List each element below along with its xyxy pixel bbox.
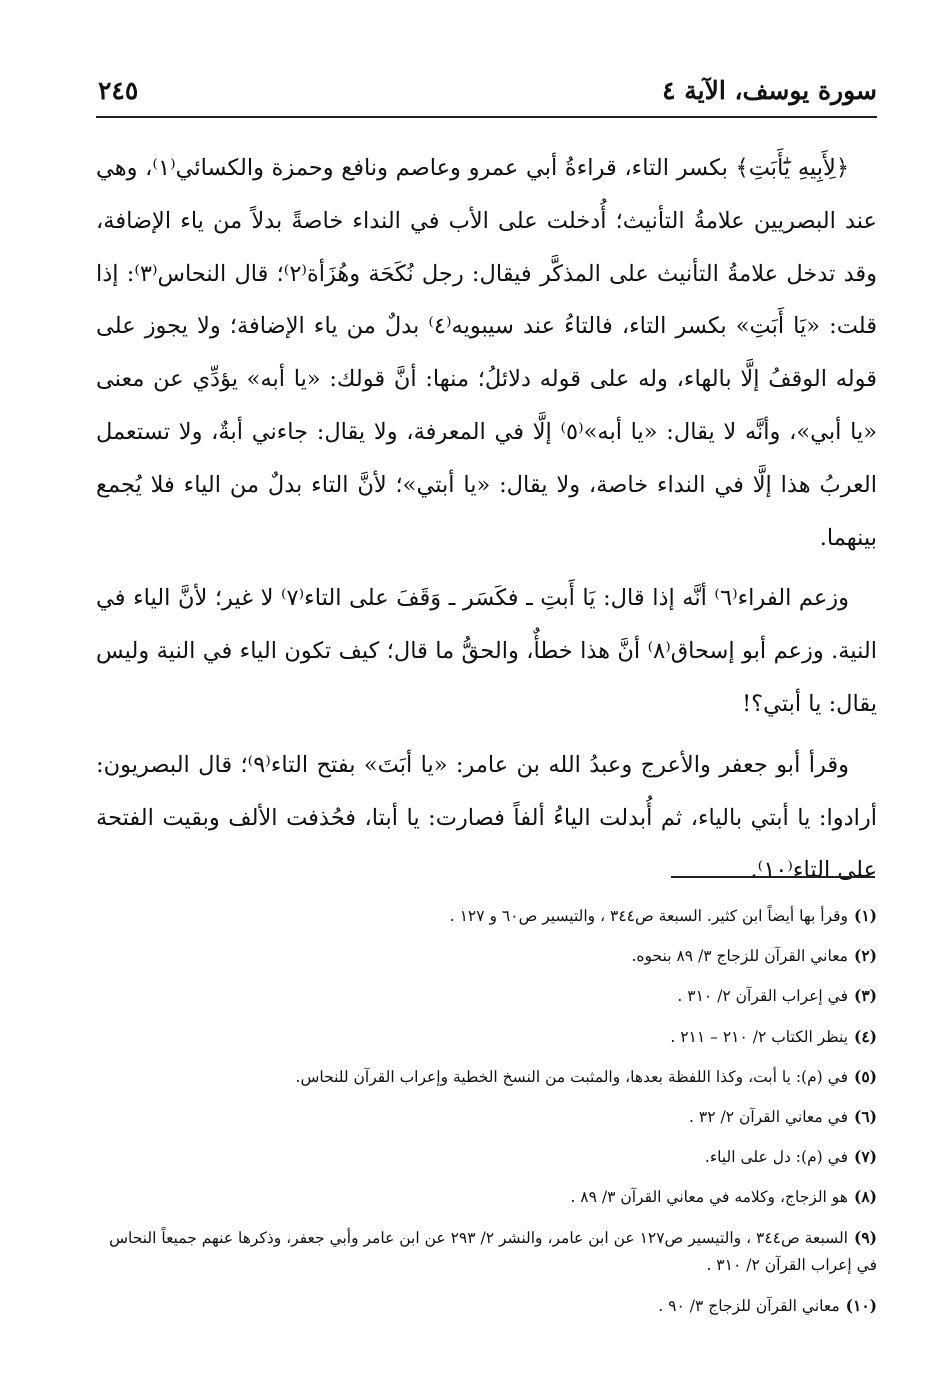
footnote (96, 1218, 877, 1286)
footnote-number: (٥) (853, 1066, 877, 1086)
footnote-number: (٨) (853, 1187, 877, 1207)
footnote-text: هو الزجاج، وكلامه في معاني القرآن ٣/ ٨٩ . (570, 1188, 848, 1207)
main-text (96, 142, 877, 897)
footnote (96, 1097, 877, 1137)
footnote-number: (٦) (853, 1107, 877, 1127)
footnote (96, 1137, 877, 1177)
footnote (96, 1017, 877, 1057)
footnote (96, 1286, 877, 1326)
running-header (96, 72, 877, 118)
footnote (96, 936, 877, 976)
footnote-text: معاني القرآن للزجاج ٣/ ٨٩ بنحوه. (631, 947, 848, 966)
surah-title: سورة يوسف، الآية ٤ (662, 76, 877, 105)
paragraph: وزعم الفراء⁽٦⁾ أنَّه إذا قال: يَا أَبتِ ـ فكَسَر ـ وَقَفَ على التاء⁽٧⁾ لا غير؛ لأنَّ الياء في النية. وزعم أبو إسحاق⁽٨⁾ أنَّ هذا خطأٌ، والحقُّ ما قال؛ كيف تكون الياء في النية وليس يقال: يا أبتي؟! (96, 585, 877, 717)
footnote-text: ينظر الكتاب ٢/ ٢١٠ – ٢١١ . (670, 1027, 848, 1046)
footnote-text: السبعة ص٣٤٤ ، والتيسير ص١٢٧ عن ابن عامر، والنشر ٢/ ٢٩٣ عن ابن عامر وأبي جعفر، وذكرها عنهم جميعاً النحاس في إعراب القرآن ٢/ ٣١٠ . (109, 1228, 877, 1274)
page-number: ٢٤٥ (98, 76, 139, 105)
footnote-text: في معاني القرآن ٢/ ٣٢ . (689, 1108, 848, 1127)
footnote-text: وقرأ بها أيضاً ابن كثير. السبعة ص٣٤٤ ، والتيسير ص٦٠ و ١٢٧ . (449, 907, 848, 925)
footnote-number: (٤) (853, 1026, 877, 1046)
footnote-number: (٩) (853, 1227, 877, 1247)
footnote-number: (٧) (853, 1147, 877, 1167)
footnote-number: (٢) (853, 946, 877, 966)
footnotes (96, 896, 877, 1326)
footnote-separator (671, 876, 875, 878)
footnote-text: في (م): دل على الياء. (704, 1148, 848, 1167)
footnote-text: معاني القرآن للزجاج ٣/ ٩٠ . (658, 1296, 840, 1315)
footnote (96, 1057, 877, 1097)
footnote (96, 896, 877, 936)
footnote-number: (١) (853, 906, 877, 925)
paragraph: ﴿لِأَبِيهِ يَٰٓأَبَتِ﴾ بكسر التاء، قراءةُ أبي عمرو وعاصم ونافع وحمزة والكسائي⁽١⁾، وهي عند البصريين علامةُ التأنيث؛ أُدخلت على الأب في النداء خاصةً بدلاً من ياء الإضافة، وقد تدخل علامةُ التأنيث على المذكَّر فيقال: رجل نُكَحَة وهُزَأة⁽٢⁾؛ قال النحاس⁽٣⁾: إذا قلت: «يَا أَبَتِ» بكسر التاء، فالتاءُ عند سيبويه⁽٤⁾ بدلٌ من ياء الإضافة؛ ولا يجوز على قوله الوقفُ إلَّا بالهاء، وله على قوله دلائلُ؛ منها: أنَّ قولك: «يا أبه» يؤدِّي عن معنى «يا أبي»، وأنَّه لا يقال: «يا أبه»⁽٥⁾ إلَّا في المعرفة، ولا يقال: جاءني أبةٌ، ولا تستعمل العربُ هذا إلَّا في النداء خاصة، ولا يقال: «يا أبتي»؛ لأنَّ التاء بدلٌ من الياء فلا يُجمع بينهما. (96, 155, 877, 551)
footnote-text: في إعراب القرآن ٢/ ٣١٠ . (677, 987, 848, 1006)
footnote (96, 1177, 877, 1217)
footnote-text: في (م): يا أبت، وكذا اللفظة بعدها، والمثبت من النسخ الخطية وإعراب القرآن للنحاس. (295, 1067, 848, 1086)
footnote-number: (٣) (853, 986, 877, 1006)
footnote (96, 976, 877, 1016)
paragraph: وقرأ أبو جعفر والأعرج وعبدُ الله بن عامر: «يا أبَتَ» بفتح التاء⁽٩⁾؛ قال البصريون: أرادوا: يا أبتي بالياء، ثم أُبدلت الياءُ ألفاً فصارت: يا أبتا، فحُذفت الألف وبقيت الفتحة على التاء⁽١٠⁾. (96, 751, 877, 884)
footnote-number: (١٠) (845, 1295, 877, 1315)
